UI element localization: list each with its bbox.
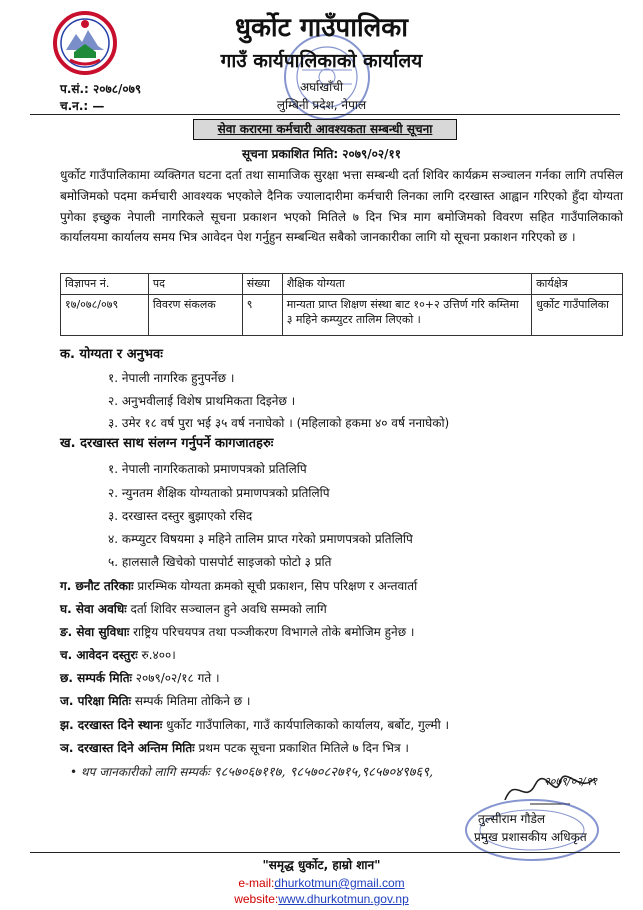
signer-title: प्रमुख प्रशासकीय अधिकृत: [474, 830, 587, 844]
table-cell: विवरण संकलक: [148, 295, 242, 336]
footer-email: [0, 876, 643, 890]
email-label: e-mail:: [238, 876, 275, 890]
detail-row: [60, 692, 623, 709]
footer-website: [0, 892, 643, 906]
detail-row: [60, 739, 623, 756]
table-cell: ९: [242, 295, 282, 336]
signer-name: तुल्सीराम गौडेल: [478, 812, 546, 826]
list-item: ४. कम्प्युटर विषयमा ३ महिने तालिम प्राप्त गरेको प्रमाणपत्रको प्रतिलिपि: [108, 532, 413, 546]
website-label: website:: [234, 892, 279, 906]
section-heading-documents: ख. दरखास्त साथ संलग्न गर्नुपर्ने कागजातहरुः: [60, 436, 274, 451]
table-cell: मान्यता प्राप्त शिक्षण संस्था बाट १०+२ उत्तिर्ण गरि कम्तिमा ३ महिने कम्प्युटर तालिम लिएको ।: [282, 295, 531, 336]
district-label: अर्घाखाँची: [299, 80, 344, 94]
table-row: [61, 295, 623, 336]
detail-label: ङ. सेवा सुविधाः: [60, 625, 130, 639]
detail-row: [60, 600, 623, 617]
handwritten-contact-numbers: ९८५७०६७११७, ९८५७०८२७१५,९८५७०४९७६९,: [209, 765, 434, 780]
email-link[interactable]: dhurkotmun@gmail.com: [274, 876, 405, 890]
detail-row: [60, 669, 623, 686]
table-header-row: [61, 274, 623, 295]
detail-label: ज. परिक्षा मितिः: [60, 694, 132, 708]
office-title: गाउँ कार्यपालिकाको कार्यालय: [220, 50, 423, 72]
footer-divider: [30, 852, 620, 853]
detail-label: घ. सेवा अवधिः: [60, 602, 127, 616]
detail-value: २०७९/०२/१८ गते ।: [131, 671, 220, 685]
table-header-cell: संख्या: [242, 274, 282, 295]
table-cell: धुर्कोट गाउँपालिका: [532, 295, 623, 336]
table-header-cell: कार्यक्षेत्र: [532, 274, 623, 295]
detail-row: [60, 623, 623, 640]
table-cell: १७/०७८/०७९: [61, 295, 149, 336]
detail-row: [60, 646, 623, 663]
website-link[interactable]: www.dhurkotmun.gov.np: [278, 892, 409, 906]
table-header-cell: शैक्षिक योग्यता: [282, 274, 531, 295]
list-item: ३. उमेर १८ वर्ष पुरा भई ३५ वर्ष ननाघेको । (महिलाको हकमा ४० वर्ष ननाघेको): [108, 416, 450, 430]
section-heading-qualification: क. योग्यता र अनुभवः: [60, 347, 163, 362]
detail-value: दर्ता शिविर सञ्चालन हुने अवधि सम्मको लागि: [126, 602, 327, 616]
detail-value: प्रारम्भिक योग्यता क्रमको सूची प्रकाशन, सिप परिक्षण र अन्तवार्ता: [133, 579, 418, 593]
detail-value: धुर्कोट गाउँपालिका, गाउँ कार्यपालिकाको कार्यालय, बर्बोट, गुल्मी ।: [162, 718, 450, 732]
list-item: ५. हालसालै खिचेको पासपोर्ट साइजको फोटो ३ प्रति: [108, 555, 332, 569]
intro-paragraph: धुर्कोट गाउँपालिकामा व्यक्तिगत घटना दर्ता तथा सामाजिक सुरक्षा भत्ता सम्बन्धी दर्ता शिविर कार्यक्रम सञ्चालन गर्नका लागि तपसिल बमोजिमको पदमा कर्मचारी आवश्यक भएकोले दैनिक ज्यालादारीमा कर्मचारी लिनका लागि दरखास्त आह्वान गरिएको हुँदा योग्यता पुगेका इच्छुक नेपाली नागरिकले सूचना प्रकाशन भएको मितिले ७ दिन भित्र माग बमोजिमको विवरण सहित गाउँपालिकाको कार्यालयमा कार्यालय समय भित्र आवेदन पेश गर्नुहुन सम्बन्धित सबैको जानकारीका लागि यो सूचना प्रकाशन गरिएको छ ।: [60, 168, 623, 245]
detail-value: प्रथम पटक सूचना प्रकाशित मितिले ७ दिन भित्र ।: [194, 741, 409, 755]
footer-slogan: "समृद्ध धुर्कोट, हाम्रो शान": [262, 858, 381, 872]
detail-value: राष्ट्रिय परिचयपत्र तथा पञ्जीकरण विभागले तोके बमोजिम हुनेछ ।: [129, 625, 415, 639]
detail-label: ग. छनौट तरिकाः: [60, 579, 134, 593]
dispatch-number: च.न.: —: [60, 99, 105, 113]
detail-row: [60, 716, 623, 733]
province-label: लुम्बिनी प्रदेश, नेपाल: [276, 98, 367, 112]
detail-label: च. आवेदन दस्तुरः: [60, 648, 138, 662]
detail-value: रु.४००।: [137, 648, 176, 662]
list-item: २. अनुभवीलाई विशेष प्राथमिकता दिइनेछ ।: [108, 394, 296, 408]
detail-label: ञ. दरखास्त दिने अन्तिम मितिः: [60, 741, 195, 755]
notice-title: सेवा करारमा कर्मचारी आवश्यकता सम्बन्धी सूचना: [193, 119, 457, 140]
list-item: ३. दरखास्त दस्तुर बुझाएको रसिद: [108, 509, 253, 523]
list-item: २. न्युनतम शैक्षिक योग्यताको प्रमाणपत्रको प्रतिलिपि: [108, 486, 330, 500]
handwritten-contact: [70, 762, 433, 780]
list-item: १. नेपाली नागरिक हुनुपर्नेछ ।: [108, 371, 235, 385]
detail-label: छ. सम्पर्क मितिः: [60, 671, 132, 685]
detail-row: [60, 577, 623, 594]
handwritten-contact-label: • थप जानकारीको लागि सम्पर्कः: [70, 765, 210, 779]
list-item: १. नेपाली नागरिकताको प्रमाणपत्रको प्रतिलिपि: [108, 462, 307, 476]
table-header-cell: विज्ञापन नं.: [61, 274, 149, 295]
vacancy-table: [60, 273, 623, 336]
org-title: धुर्कोट गाउँपालिका: [234, 13, 409, 43]
signature-date: २०७९/०२/११: [544, 775, 598, 788]
table-header-cell: पद: [148, 274, 242, 295]
publication-date: सूचना प्रकाशित मिति: २०७९/०२/११: [241, 147, 401, 161]
detail-value: सम्पर्क मितिमा तोकिने छ ।: [131, 694, 251, 708]
detail-label: झ. दरखास्त दिने स्थानः: [60, 718, 163, 732]
header-divider: [30, 114, 620, 115]
reference-number: प.सं.: २०७८/०७९: [60, 82, 142, 96]
